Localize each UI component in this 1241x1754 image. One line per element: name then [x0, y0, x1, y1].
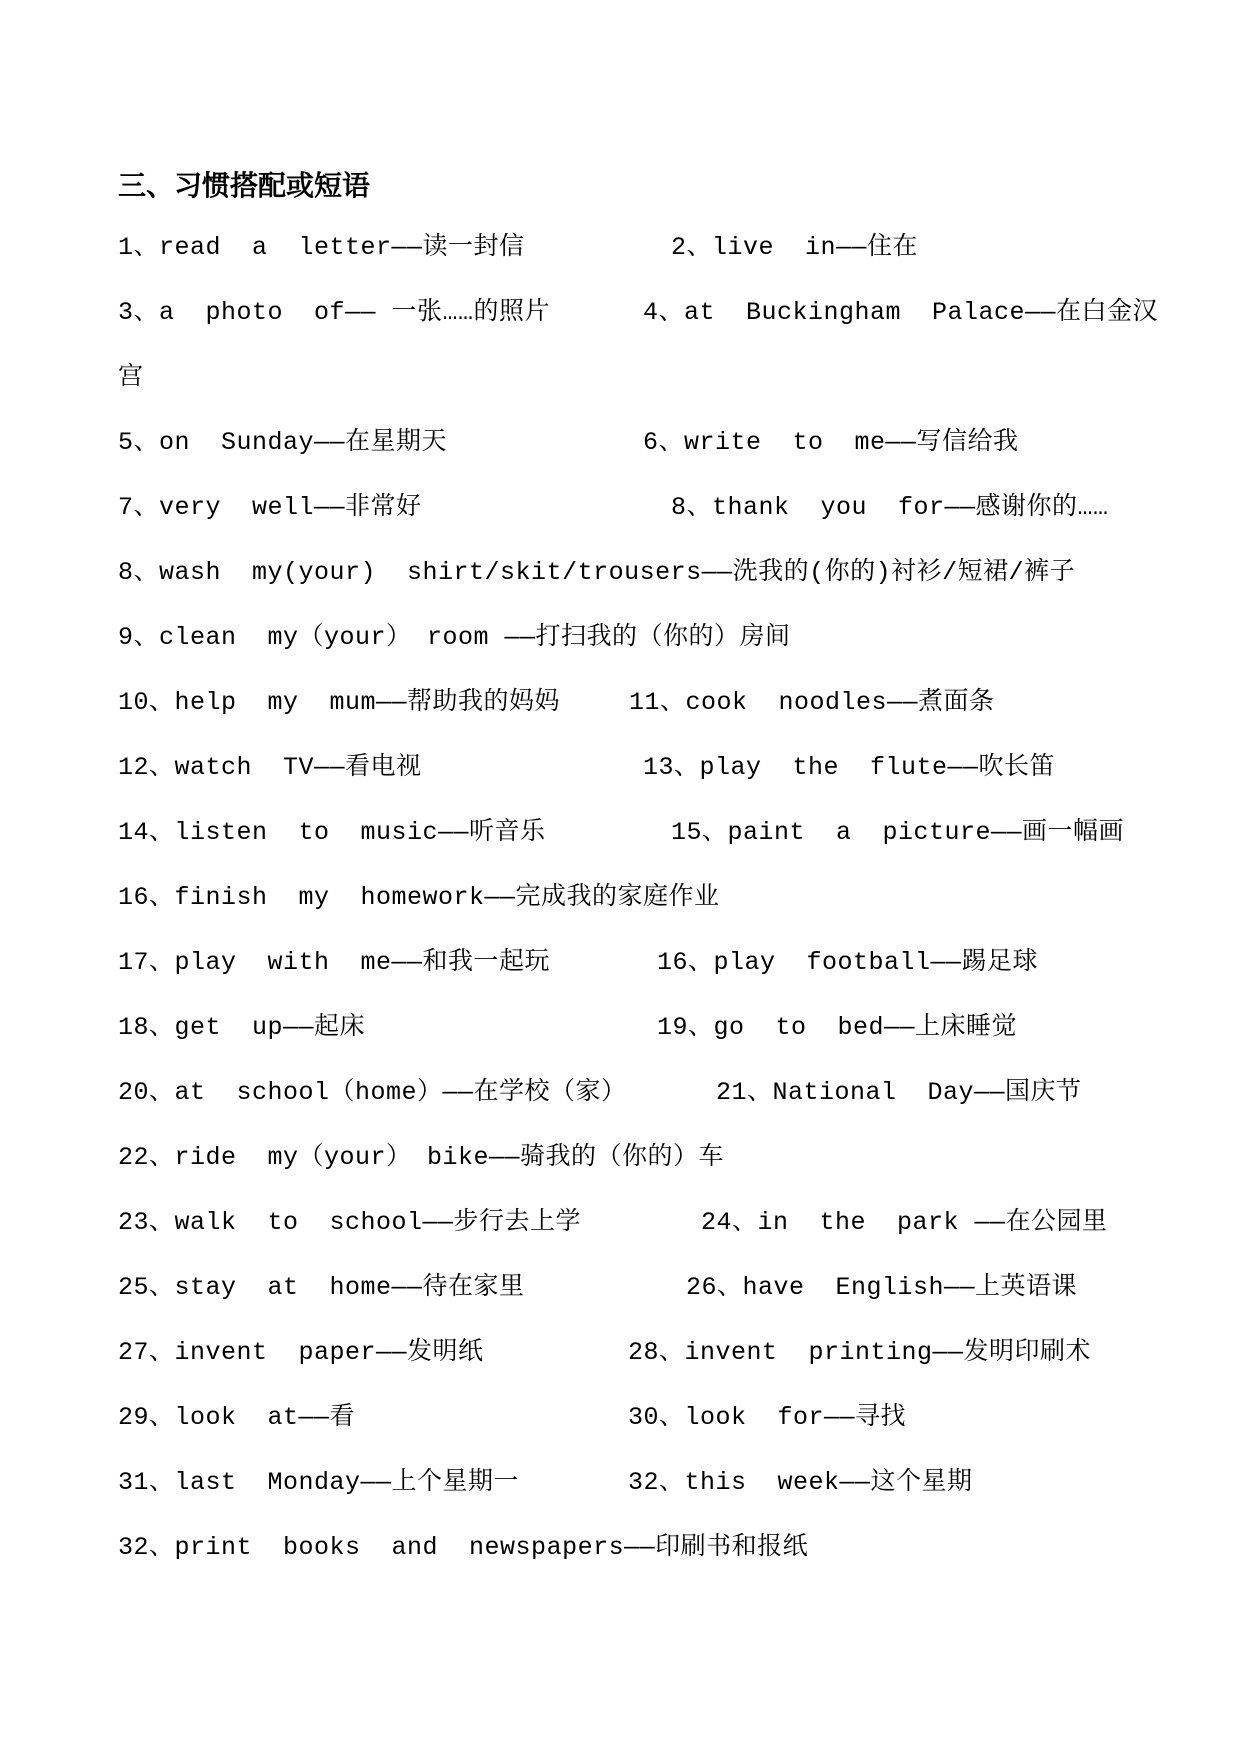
phrase-row — [0, 293, 1241, 333]
phrase-row — [0, 748, 1241, 788]
phrase-item: 9、clean my（your） room ——打扫我的（你的）房间 — [118, 623, 791, 652]
phrase-row — [0, 1073, 1241, 1113]
phrase-item: 21、National Day——国庆节 — [716, 1078, 1082, 1107]
phrase-item: 20、at school（home）——在学校（家） — [118, 1078, 627, 1107]
phrase-item: 32、print books and newspapers——印刷书和报纸 — [118, 1533, 809, 1562]
phrase-row — [0, 358, 1241, 398]
phrase-item: 3、a photo of—— 一张……的照片 — [118, 298, 551, 327]
phrase-row — [0, 1333, 1241, 1373]
phrase-row — [0, 488, 1241, 528]
phrase-item: 11、cook noodles——煮面条 — [629, 688, 995, 717]
section-heading: 三、习惯搭配或短语 — [118, 169, 371, 202]
phrase-item: 宫 — [118, 363, 144, 392]
phrase-row — [0, 1463, 1241, 1503]
phrase-row — [0, 553, 1241, 593]
phrase-item: 27、invent paper——发明纸 — [118, 1338, 484, 1367]
phrase-item: 10、help my mum——帮助我的妈妈 — [118, 688, 561, 717]
phrase-item: 16、finish my homework——完成我的家庭作业 — [118, 883, 720, 912]
phrase-item: 4、at Buckingham Palace——在白金汉 — [643, 298, 1159, 327]
phrase-row — [0, 1203, 1241, 1243]
phrase-item: 25、stay at home——待在家里 — [118, 1273, 525, 1302]
phrase-item: 22、ride my（your） bike——骑我的（你的）车 — [118, 1143, 725, 1172]
phrase-row — [0, 618, 1241, 658]
phrase-row — [0, 813, 1241, 853]
phrase-row — [0, 683, 1241, 723]
phrase-item: 28、invent printing——发明印刷术 — [628, 1338, 1092, 1367]
phrase-item: 31、last Monday——上个星期一 — [118, 1468, 520, 1497]
phrase-item: 7、very well——非常好 — [118, 493, 422, 522]
phrase-item: 8、thank you for——感谢你的…… — [671, 493, 1109, 522]
phrase-item: 18、get up——起床 — [118, 1013, 366, 1042]
phrase-item: 6、write to me——写信给我 — [643, 428, 1019, 457]
phrase-row — [0, 1268, 1241, 1308]
phrase-item: 13、play the flute——吹长笛 — [643, 753, 1056, 782]
phrase-row — [0, 1138, 1241, 1178]
phrase-item: 2、live in——住在 — [671, 233, 919, 262]
phrase-item: 23、walk to school——步行去上学 — [118, 1208, 582, 1237]
phrase-row — [0, 228, 1241, 268]
phrase-item: 30、look for——寻找 — [628, 1403, 907, 1432]
phrase-row — [0, 1528, 1241, 1568]
phrase-row — [0, 423, 1241, 463]
phrase-item: 24、in the park ——在公园里 — [701, 1208, 1108, 1237]
phrase-item: 17、play with me——和我一起玩 — [118, 948, 551, 977]
phrase-item: 16、play football——踢足球 — [657, 948, 1039, 977]
phrase-item: 14、listen to music——听音乐 — [118, 818, 546, 847]
phrase-item: 29、look at——看 — [118, 1403, 356, 1432]
phrase-item: 26、have English——上英语课 — [686, 1273, 1078, 1302]
phrase-row — [0, 1398, 1241, 1438]
phrase-row — [0, 943, 1241, 983]
phrase-row — [0, 1008, 1241, 1048]
phrase-item: 5、on Sunday——在星期天 — [118, 428, 448, 457]
phrase-row — [0, 878, 1241, 918]
phrase-item: 19、go to bed——上床睡觉 — [657, 1013, 1018, 1042]
phrase-item: 12、watch TV——看电视 — [118, 753, 422, 782]
phrase-item: 15、paint a picture——画一幅画 — [671, 818, 1125, 847]
phrase-item: 8、wash my(your) shirt/skit/trousers——洗我的(你的)衬衫/短裙/裤子 — [118, 558, 1076, 587]
phrase-item: 32、this week——这个星期 — [628, 1468, 973, 1497]
phrase-item: 1、read a letter——读一封信 — [118, 233, 525, 262]
